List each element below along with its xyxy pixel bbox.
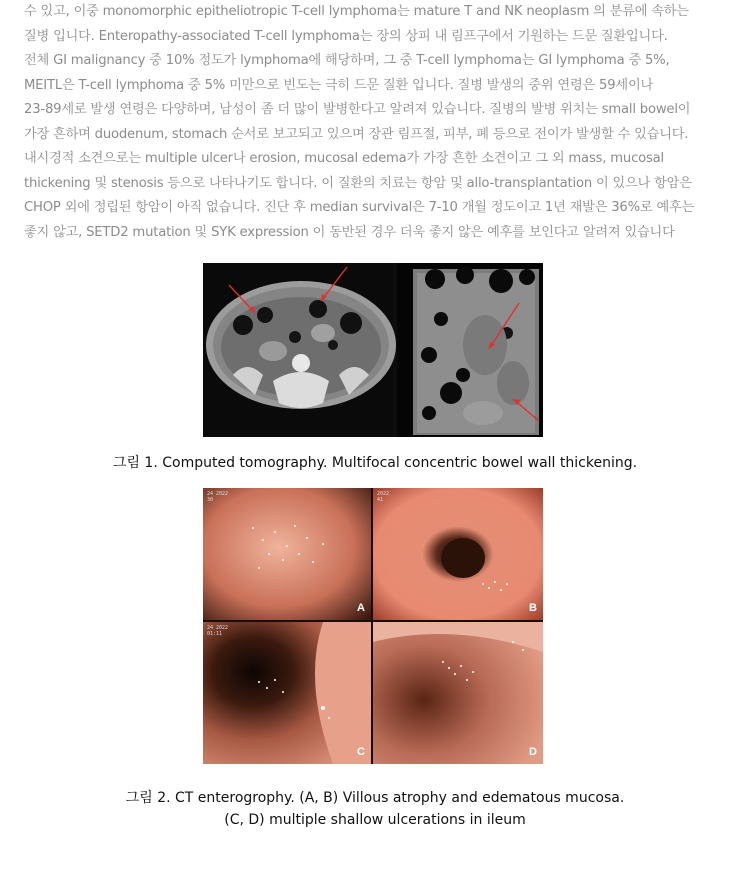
body-text	[24, 0, 730, 245]
endoscopy-panel-d	[373, 622, 543, 764]
figure-2-caption	[0, 787, 750, 831]
panel-label: A	[357, 602, 365, 614]
panel-label: D	[529, 746, 537, 758]
ct-figure	[203, 263, 543, 437]
body-line: 좋지 않고, SETD2 mutation 및 SYK expression 이 동반된 경우 더욱 좋지 않은 예후를 보인다고 알려져 있습니다	[24, 224, 675, 240]
body-line: 23-89세로 발생 연령은 다양하며, 남성이 좀 더 많이 발병한다고 알려져 있습니다. 질병의 발병 위치는 small bowel이	[24, 102, 691, 117]
panel-label: B	[529, 602, 537, 614]
endoscopy-figure	[203, 488, 543, 764]
body-line: 내시경적 소견으로는 multiple ulcer나 erosion, mucosal edema가 가장 흔한 소견이고 그 외 mass, mucosal	[24, 151, 665, 166]
body-line: 수 있고, 이중 monomorphic epitheliotropic T-cell lymphoma는 mature T and NK neoplasm 의 분류에 속하는	[24, 4, 689, 19]
body-line: 전체 GI malignancy 중 10% 정도가 lymphoma에 해당하며, 그 중 T-cell lymphoma는 GI lymphoma 중 5%,	[24, 53, 670, 68]
figure-1-caption: 그림 1. Computed tomography. Multifocal concentric bowel wall thickening.	[112, 455, 638, 471]
body-line: CHOP 외에 정립된 항암이 아직 없습니다. 진단 후 median survival은 7-10 개월 정도이고 1년 재발은 36%로 예후는	[24, 200, 695, 215]
panel-label: C	[357, 746, 365, 758]
timestamp: 2022 41	[377, 491, 390, 503]
figure-2-caption-line: (C, D) multiple shallow ulcerations in ileum	[224, 812, 526, 828]
body-line: MEITL은 T-cell lymphoma 중 5% 미만으로 빈도는 극히 드문 질환 입니다. 질병 발생의 중위 연령은 59세이나	[24, 77, 654, 93]
endoscopy-panel-b	[373, 488, 543, 620]
endoscopy-panel-a	[203, 488, 371, 620]
figure-2-caption-line: 그림 2. CT enterogrophy. (A, B) Villous atrophy and edematous mucosa.	[125, 790, 625, 806]
timestamp: 24 2022 30	[207, 491, 229, 503]
body-line: 가장 흔하며 duodenum, stomach 순서로 보고되고 있으며 장관 림프절, 피부, 폐 등으로 전이가 발생할 수 있습니다.	[24, 126, 689, 142]
timestamp: 24 2022 01:11	[207, 625, 229, 637]
ct-image	[203, 263, 543, 437]
body-line: thickening 및 stenosis 등으로 나타나기도 합니다. 이 질환의 치료는 항암 및 allo-transplantation 이 있으나 항암은	[24, 175, 692, 191]
body-line: 질병 입니다. Enteropathy-associated T-cell lymphoma는 장의 상피 내 림프구에서 기원하는 드문 질환입니다.	[24, 28, 668, 44]
endoscopy-panel-c	[203, 622, 371, 764]
